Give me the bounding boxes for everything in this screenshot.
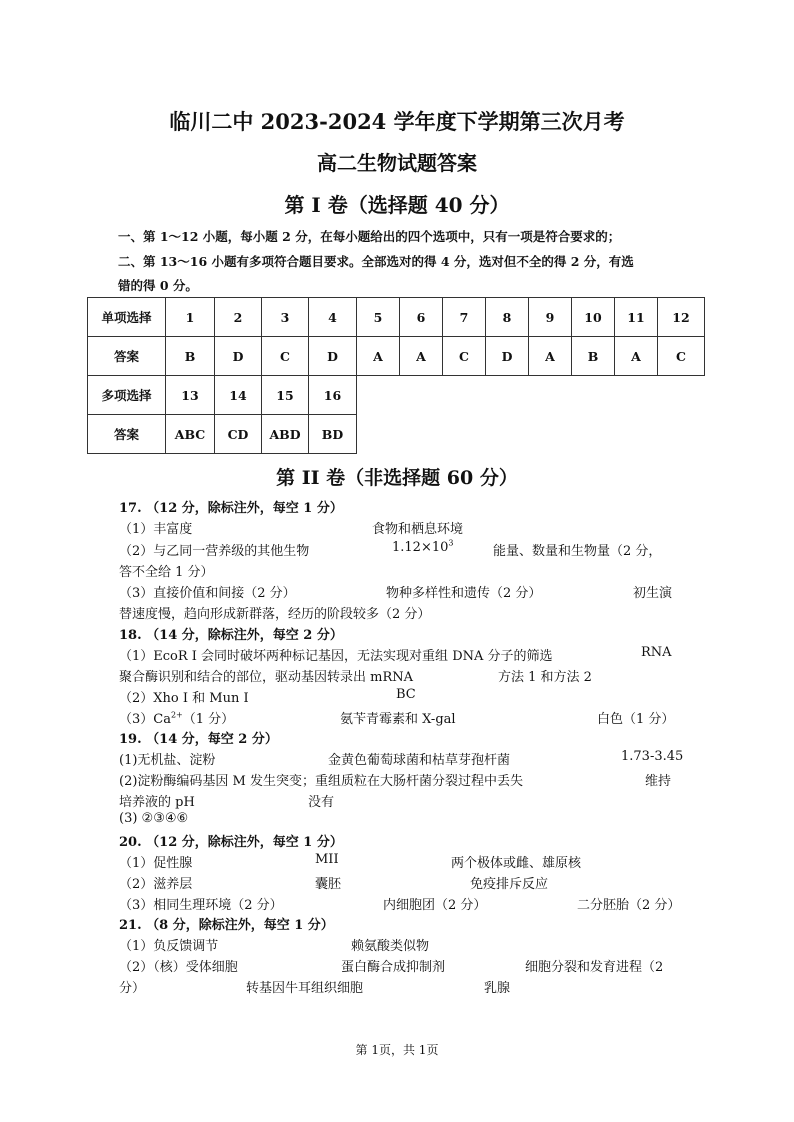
answer-text: 没有 [308,795,335,810]
answer-text: 白色（1 分） [597,712,675,727]
table-row [88,376,357,415]
answer-text: 1.73-3.45 [621,749,684,764]
table-cell: A [529,337,572,376]
table-cell: 13 [166,376,215,415]
answer-text: 乳腺 [484,981,511,996]
answer-text: 囊胚 [315,877,342,892]
multi-choice-table [87,375,357,454]
table-cell: 3 [262,298,309,337]
answer-text [119,708,234,727]
section-heading-part2: 第 II 卷（非选择题 60 分） [276,467,518,489]
answer-text: 食物和栖息环境 [372,522,464,537]
table-cell: A [357,337,400,376]
answer-text: （1）促性腺 [119,856,193,871]
answer-text: 免疫排斥反应 [470,877,549,892]
table-cell: 16 [309,376,357,415]
answer-text: (1)无机盐、淀粉 [119,753,216,768]
table-cell: 10 [572,298,615,337]
question-19-heading: 19. （14 分，每空 2 分） [119,732,278,747]
question-18-heading: 18. （14 分，除标注外，每空 2 分） [119,628,343,643]
table-cell: 答案 [88,415,166,454]
instruction-line-1: 一、第 1～12 小题，每小题 2 分，在每小题给出的四个选项中，只有一项是符合要求的； [118,229,621,244]
table-cell: A [615,337,658,376]
answer-text: (2)淀粉酶编码基因 M 发生突变；重组质粒在大肠杆菌分裂过程中丢失 [119,774,523,789]
table-cell: 单项选择 [88,298,166,337]
answer-note: （1 分） [182,712,235,727]
page-subtitle: 高二生物试题答案 [317,151,477,175]
answer-text: 物种多样性和遗传（2 分） [386,586,542,601]
table-cell: 12 [658,298,705,337]
answer-text: 答不全给 1 分） [119,565,214,580]
answer-text: 两个极体或雌、雄原核 [451,856,582,871]
answer-text: （2）与乙同一营养级的其他生物 [119,544,310,559]
answer-text: 聚合酶识别和结合的部位，驱动基因转录出 mRNA [119,670,414,685]
answer-text: 转基因牛耳组织细胞 [246,981,364,996]
table-cell: B [166,337,215,376]
answer-text: 维持 [645,774,672,789]
instruction-line-2: 二、第 13～16 小题有多项符合题目要求。全部选对的得 4 分，选对但不全的得 2 分，有选 [118,254,634,269]
answer-text: 金黄色葡萄球菌和枯草芽孢杆菌 [328,753,511,768]
answer-text: （2）（核）受体细胞 [119,960,238,975]
answer-text: 氨苄青霉素和 X-gal [340,712,456,727]
table-cell: 4 [309,298,357,337]
answer-value: 1.12×10 [392,540,449,555]
table-cell: 1 [166,298,215,337]
answer-text: (3) ②③④⑥ [119,811,189,826]
answer-text: 细胞分裂和发育进程（2 [525,960,664,975]
answer-text: 二分胚胎（2 分） [577,898,681,913]
table-cell: C [658,337,705,376]
table-cell: 11 [615,298,658,337]
table-cell: ABD [262,415,309,454]
answer-text: BC [396,687,416,702]
page-footer: 第 1页，共 1页 [355,1043,439,1057]
question-17-heading: 17. （12 分，除标注外，每空 1 分） [119,501,343,516]
table-cell: 6 [400,298,443,337]
answer-text: 培养液的 pH [119,795,195,810]
table-cell: BD [309,415,357,454]
answer-text: （1）丰富度 [119,522,193,537]
answer-text: 能量、数量和生物量（2 分， [493,544,662,559]
table-cell: D [215,337,262,376]
table-cell: B [572,337,615,376]
question-20-heading: 20. （12 分，除标注外，每空 1 分） [119,835,343,850]
page-title: 临川二中 2023-2024 学年度下学期第三次月考 [169,109,625,134]
table-cell: 2 [215,298,262,337]
answer-text [392,540,453,555]
table-cell: A [400,337,443,376]
answer-text: （3）直接价值和间接（2 分） [119,586,296,601]
instruction-line-3: 错的得 0 分。 [118,278,198,293]
answer-text: RNA [641,645,672,660]
table-cell: 14 [215,376,262,415]
table-cell: CD [215,415,262,454]
table-cell: 5 [357,298,400,337]
answer-text: 蛋白酶合成抑制剂 [341,960,446,975]
table-cell: 多项选择 [88,376,166,415]
table-cell: 8 [486,298,529,337]
answer-value: （3）Ca [119,712,171,727]
answer-text: 赖氨酸类似物 [351,939,430,954]
table-cell: 7 [443,298,486,337]
exponent: 3 [448,538,454,548]
answer-text: 初生演 [633,586,673,601]
table-row [88,415,357,454]
answer-text: （2）Xho I 和 Mun I [119,691,249,706]
answer-text: （1）EcoR I 会同时破坏两种标记基因，无法实现对重组 DNA 分子的筛选 [119,649,553,664]
answer-text: 替速度慢，趋向形成新群落，经历的阶段较多（2 分） [119,607,431,622]
single-choice-table [87,297,705,376]
answer-text: MII [315,852,339,867]
answer-text: （1）负反馈调节 [119,939,219,954]
table-cell: C [262,337,309,376]
answer-text: 方法 1 和方法 2 [498,670,592,685]
answer-text: （2）滋养层 [119,877,193,892]
answer-text: 分） [119,981,146,996]
table-row [88,337,705,376]
table-row [88,298,705,337]
answer-text: （3）相同生理环境（2 分） [119,898,283,913]
table-cell: 9 [529,298,572,337]
table-cell: 15 [262,376,309,415]
section-heading-part1: 第 I 卷（选择题 40 分） [284,193,510,217]
table-cell: D [486,337,529,376]
answer-text: 内细胞团（2 分） [383,898,487,913]
table-cell: D [309,337,357,376]
table-cell: 答案 [88,337,166,376]
table-cell: C [443,337,486,376]
table-cell: ABC [166,415,215,454]
question-21-heading: 21. （8 分，除标注外，每空 1 分） [119,918,334,933]
superscript: 2+ [170,710,183,720]
